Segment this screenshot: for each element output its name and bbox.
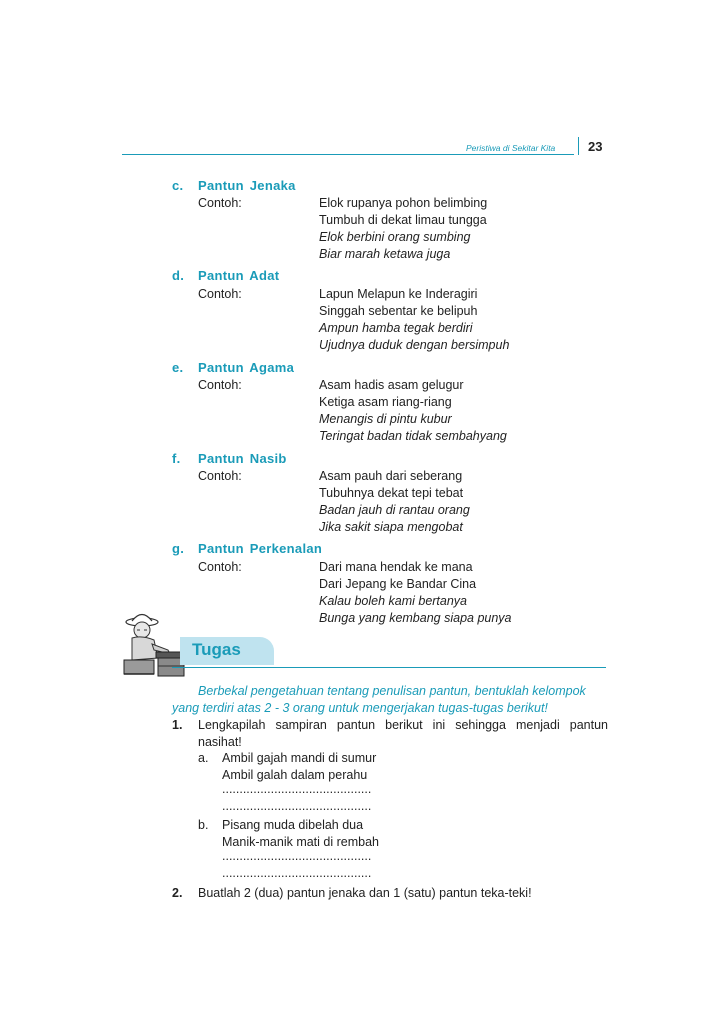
blank-dots: ........................................... bbox=[222, 849, 372, 863]
contoh-label: Contoh: bbox=[198, 560, 242, 574]
section-letter: c. bbox=[172, 178, 184, 193]
pantun-line: Kalau boleh kami bertanya bbox=[319, 594, 468, 608]
task-text: Lengkapilah sampiran pantun berikut ini sehingga menjadi pantun nasihat! bbox=[198, 718, 608, 749]
section-letter: e. bbox=[172, 360, 184, 375]
pantun-line: Jika sakit siapa mengobat bbox=[319, 520, 463, 534]
header-rule bbox=[122, 154, 574, 155]
tugas-intro: Berbekal pengetahuan tentang penulisan pantun, bentuklah kelompok yang terdiri atas 2 - 3 orang untuk mengerjakan tugas-tugas berikut! bbox=[172, 684, 586, 715]
blank-dots: ........................................... bbox=[222, 799, 372, 813]
pantun-line: Asam hadis asam gelugur bbox=[319, 378, 464, 392]
section-title: Pantun Adat bbox=[198, 268, 280, 283]
blank-dots: ........................................... bbox=[222, 782, 372, 796]
pantun-line: Menangis di pintu kubur bbox=[319, 412, 452, 426]
contoh-label: Contoh: bbox=[198, 469, 242, 483]
pantun-line: Elok rupanya pohon belimbing bbox=[319, 196, 488, 210]
section-heading bbox=[172, 268, 279, 283]
section-heading bbox=[172, 178, 296, 193]
task-item-1 bbox=[172, 717, 608, 751]
pantun-line: Lapun Melapun ke Inderagiri bbox=[319, 287, 478, 301]
pantun-line: Biar marah ketawa juga bbox=[319, 247, 451, 261]
pantun-line: Elok berbini orang sumbing bbox=[319, 230, 471, 244]
pantun-line: Tumbuh di dekat limau tungga bbox=[319, 213, 487, 227]
tugas-heading: Tugas bbox=[192, 640, 241, 659]
pantun-line: Ujudnya duduk dengan bersimpuh bbox=[319, 338, 510, 352]
pantun-line: Asam pauh dari seberang bbox=[319, 469, 463, 483]
contoh-label: Contoh: bbox=[198, 287, 242, 301]
section-heading bbox=[172, 541, 322, 556]
section-letter: g. bbox=[172, 541, 185, 556]
section-title: Pantun Nasib bbox=[198, 451, 287, 466]
task-text: Buatlah 2 (dua) pantun jenaka dan 1 (satu) pantun teka-teki! bbox=[198, 886, 532, 900]
task-item-2 bbox=[172, 885, 608, 902]
header-divider bbox=[578, 137, 579, 155]
pantun-line: Ampun hamba tegak berdiri bbox=[319, 321, 473, 335]
section-letter: d. bbox=[172, 268, 185, 283]
section-title: Pantun Agama bbox=[198, 360, 295, 375]
section-title: Pantun Jenaka bbox=[198, 178, 296, 193]
pantun-line: Teringat badan tidak sembahyang bbox=[319, 429, 507, 443]
task-number: 1. bbox=[172, 718, 183, 732]
pantun-line: Ketiga asam riang-riang bbox=[319, 395, 452, 409]
contoh-label: Contoh: bbox=[198, 378, 242, 392]
sub-letter: b. bbox=[198, 818, 209, 832]
section-heading bbox=[172, 451, 287, 466]
pantun-line: Dari Jepang ke Bandar Cina bbox=[319, 577, 477, 591]
section-title: Pantun Perkenalan bbox=[198, 541, 323, 556]
sub-letter: a. bbox=[198, 751, 209, 765]
section-letter: f. bbox=[172, 451, 181, 466]
sampiran-line: Ambil galah dalam perahu bbox=[222, 768, 368, 782]
section-heading bbox=[172, 360, 294, 375]
pantun-line: Singgah sebentar ke belipuh bbox=[319, 304, 478, 318]
sampiran-line: Manik-manik mati di rembah bbox=[222, 835, 379, 849]
sampiran-line: Pisang muda dibelah dua bbox=[222, 818, 364, 832]
pantun-line: Badan jauh di rantau orang bbox=[319, 503, 470, 517]
blank-dots: ........................................... bbox=[222, 866, 372, 880]
tugas-rule bbox=[172, 667, 606, 668]
pantun-line: Dari mana hendak ke mana bbox=[319, 560, 473, 574]
pantun-line: Tubuhnya dekat tepi tebat bbox=[319, 486, 464, 500]
sampiran-line: Ambil gajah mandi di sumur bbox=[222, 751, 377, 765]
page-number: 23 bbox=[588, 139, 603, 154]
contoh-label: Contoh: bbox=[198, 196, 242, 210]
running-header-title: Peristiwa di Sekitar Kita bbox=[466, 143, 556, 153]
pantun-line: Bunga yang kembang siapa punya bbox=[319, 611, 512, 625]
task-number: 2. bbox=[172, 886, 183, 900]
